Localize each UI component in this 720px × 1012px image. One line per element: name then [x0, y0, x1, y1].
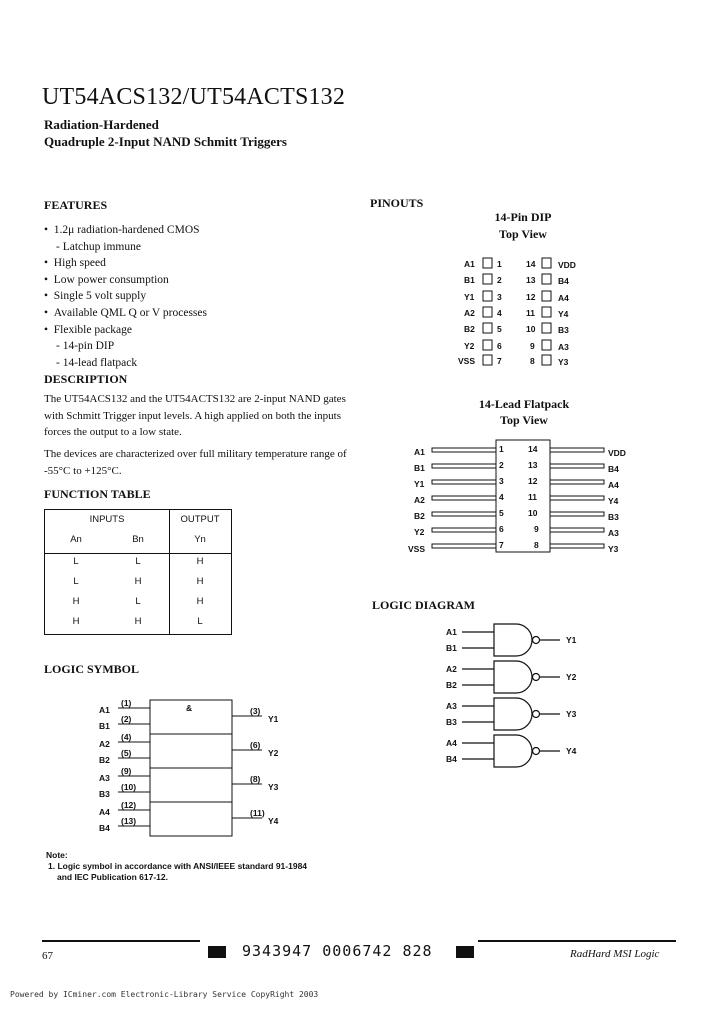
- flatpack-left-pin-number: 4: [499, 492, 504, 502]
- list-item: • Available QML Q or V processes: [44, 306, 207, 319]
- flatpack-left-pin-name: B1: [414, 463, 425, 473]
- dip-right-pin-name: Y3: [558, 357, 569, 367]
- dip-left-pin-name: B1: [464, 275, 475, 285]
- logic-symbol-input-pin: (13): [121, 816, 137, 826]
- list-item: - 14-pin DIP: [56, 340, 115, 353]
- logic-symbol-output-label: Y3: [268, 782, 279, 792]
- dip-left-pin-number: 3: [497, 292, 502, 302]
- logic-symbol-input-label: A2: [99, 739, 110, 749]
- logic-symbol-output-pin: (3): [250, 706, 261, 716]
- table-cell: H: [134, 616, 142, 627]
- dip-pinout-diagram: [450, 254, 590, 369]
- flatpack-pinout-diagram: [408, 438, 638, 560]
- table-cell: H: [72, 616, 80, 627]
- note-line: 1. Logic symbol in accordance with ANSI/IEEE standard 91-1984: [48, 861, 308, 871]
- logic-diagram-input-label: B1: [446, 643, 457, 653]
- logic-diagram-input-label: A2: [446, 664, 457, 674]
- table-cell: L: [197, 616, 203, 627]
- logic-symbol-input-label: B3: [99, 789, 110, 799]
- dip-left-pin-name: A1: [464, 259, 475, 269]
- table-divider: [45, 553, 231, 554]
- list-item: - Latchup immune: [56, 240, 141, 253]
- dip-right-pin-name: VDD: [558, 260, 576, 270]
- dip-right-pin-name: B3: [558, 325, 569, 335]
- footer-rule-left: [42, 940, 200, 942]
- powered-by-text: Powered by ICminer.com Electronic-Library Service CopyRight 2003: [10, 990, 319, 999]
- flatpack-left-pin-name: A2: [414, 495, 425, 505]
- flatpack-right-pin-name: Y4: [608, 496, 619, 506]
- flatpack-left-pin-name: Y2: [414, 527, 425, 537]
- logic-diagram-input-label: A3: [446, 701, 457, 711]
- logic-diagram-output-label: Y2: [566, 672, 577, 682]
- flatpack-right-pin-number: 12: [528, 476, 538, 486]
- logic-symbol-input-pin: (4): [121, 732, 132, 742]
- logic-symbol-input-label: B4: [99, 823, 110, 833]
- table-group-header-output: OUTPUT: [180, 514, 220, 525]
- table-cell: H: [134, 576, 142, 587]
- nand-gate-4: [462, 735, 560, 767]
- logic-symbol-output-pin: (8): [250, 774, 261, 784]
- dip-left-pin-number: 4: [497, 308, 502, 318]
- logic-diagram-input-label: B2: [446, 680, 457, 690]
- flatpack-right-pin-number: 10: [528, 508, 538, 518]
- dip-left-pin-number: 5: [497, 324, 502, 334]
- dip-right-pin-number: 14: [526, 259, 536, 269]
- logic-symbol-input-label: A1: [99, 705, 110, 715]
- logic-diagram-input-label: A4: [446, 738, 457, 748]
- logic-symbol-output-label: Y1: [268, 714, 279, 724]
- features-heading: FEATURES: [44, 198, 108, 212]
- logic-symbol-input-label: B2: [99, 755, 110, 765]
- flatpack-left-pin-number: 6: [499, 524, 504, 534]
- dip-left-pin-number: 7: [497, 356, 502, 366]
- flatpack-right-pin-name: B3: [608, 512, 619, 522]
- flatpack-view: Top View: [500, 413, 548, 427]
- barcode-block-right: [456, 946, 474, 958]
- table-cell: L: [73, 556, 79, 567]
- logic-symbol-input-pin: (12): [121, 800, 137, 810]
- logic-symbol-output-pin: (11): [250, 808, 265, 818]
- list-item: • Single 5 volt supply: [44, 290, 147, 303]
- logic-symbol-input-label: A4: [99, 807, 110, 817]
- flatpack-right-pin-number: 13: [528, 460, 538, 470]
- dip-right-pin-name: A4: [558, 293, 569, 303]
- features-list: [44, 222, 207, 371]
- nand-gate-2: [462, 661, 560, 693]
- flatpack-right-pin-name: Y3: [608, 544, 619, 554]
- subtitle-line-2: Quadruple 2-Input NAND Schmitt Triggers: [44, 134, 287, 149]
- dip-left-pin-number: 6: [497, 341, 502, 351]
- flatpack-left-pin-number: 3: [499, 476, 504, 486]
- flatpack-left-pin-number: 5: [499, 508, 504, 518]
- logic-diagram-output-label: Y3: [566, 709, 577, 719]
- dip-right-pin-name: Y4: [558, 309, 569, 319]
- dip-right-pin-number: 8: [530, 356, 535, 366]
- flatpack-left-pin-name: A1: [414, 447, 425, 457]
- logic-symbol-heading: LOGIC SYMBOL: [44, 662, 140, 676]
- flatpack-body: [496, 440, 550, 552]
- function-table-heading: FUNCTION TABLE: [44, 487, 151, 501]
- logic-symbol-output-label: Y2: [268, 748, 279, 758]
- list-item: • High speed: [44, 257, 106, 270]
- logic-symbol-input-pin: (5): [121, 748, 132, 758]
- flatpack-left-pin-name: Y1: [414, 479, 425, 489]
- logic-diagram-heading: LOGIC DIAGRAM: [372, 598, 476, 612]
- logic-symbol-input-pin: (1): [121, 698, 132, 708]
- logic-diagram-output-label: Y1: [566, 635, 577, 645]
- dip-left-pin-name: Y2: [464, 341, 475, 351]
- dip-right-pin-number: 11: [526, 308, 535, 318]
- flatpack-left-pin-number: 7: [499, 540, 504, 550]
- note-block: [46, 850, 307, 883]
- table-column-header-an: An: [70, 534, 82, 545]
- flatpack-right-pin-number: 11: [528, 492, 537, 502]
- dip-left-pin-name: Y1: [464, 292, 475, 302]
- barcode-block-left: [208, 946, 226, 958]
- flatpack-right-pin-name: A3: [608, 528, 619, 538]
- flatpack-right-pin-name: A4: [608, 480, 619, 490]
- table-group-header-inputs: INPUTS: [89, 514, 125, 525]
- footer-rule-right: [478, 940, 676, 942]
- flatpack-right-pin-name: VDD: [608, 448, 626, 458]
- table-cell: H: [196, 556, 204, 567]
- table-cell: L: [135, 556, 141, 567]
- list-item: • Low power consumption: [44, 273, 169, 286]
- table-divider: [169, 510, 170, 634]
- logic-diagram-input-label: B4: [446, 754, 457, 764]
- dip-left-pin-number: 2: [497, 275, 502, 285]
- pinouts-heading: PINOUTS: [370, 196, 424, 210]
- dip-view: Top View: [499, 227, 547, 241]
- flatpack-right-pin-number: 9: [534, 524, 539, 534]
- flatpack-left-pin-number: 1: [499, 444, 504, 454]
- flatpack-left-pin-name: B2: [414, 511, 425, 521]
- logic-diagram-input-label: B3: [446, 717, 457, 727]
- function-table: [44, 509, 232, 635]
- table-column-header-bn: Bn: [132, 534, 144, 545]
- flatpack-left-pin-name: VSS: [408, 544, 426, 554]
- table-cell: H: [196, 596, 204, 607]
- logic-symbol-input-pin: (2): [121, 714, 132, 724]
- flatpack-right-pin-number: 8: [534, 540, 539, 550]
- description-paragraph-2: The devices are characterized over full military temperature range of -55°C to +125°C.: [44, 448, 347, 477]
- dip-left-pin-name: VSS: [458, 356, 476, 366]
- logic-symbol-amp: &: [186, 703, 193, 713]
- note-heading: Note:: [46, 850, 68, 860]
- table-cell: H: [72, 596, 80, 607]
- brand-text: RadHard MSI Logic: [570, 948, 660, 960]
- list-item: • 1.2μ radiation-hardened CMOS: [44, 224, 200, 236]
- dip-title: 14-Pin DIP: [494, 210, 552, 224]
- nand-gate-1: [462, 624, 560, 656]
- logic-symbol-input-pin: (9): [121, 766, 132, 776]
- logic-symbol-input-label: A3: [99, 773, 110, 783]
- logic-symbol-output-pin: (6): [250, 740, 261, 750]
- logic-symbol-input-label: B1: [99, 721, 110, 731]
- subtitle-line-1: Radiation-Hardened: [44, 117, 159, 132]
- flatpack-left-pin-number: 2: [499, 460, 504, 470]
- dip-right-pin-name: B4: [558, 276, 569, 286]
- dip-left-pin-name: A2: [464, 308, 475, 318]
- flatpack-right-pin-name: B4: [608, 464, 619, 474]
- list-item: • Flexible package: [44, 323, 133, 336]
- list-item: - 14-lead flatpack: [56, 356, 138, 369]
- logic-diagram-output-label: Y4: [566, 746, 577, 756]
- flatpack-right-pin-number: 14: [528, 444, 538, 454]
- document-subtitle: [44, 116, 287, 150]
- dip-right-pin-number: 9: [530, 341, 535, 351]
- dip-right-pin-name: A3: [558, 342, 569, 352]
- dip-right-pin-number: 12: [526, 292, 536, 302]
- dip-left-pin-name: B2: [464, 324, 475, 334]
- logic-symbol-diagram: [90, 692, 310, 842]
- logic-diagram: [440, 620, 600, 770]
- document-title: UT54ACS132/UT54ACTS132: [42, 84, 346, 110]
- nand-gate-3: [462, 698, 560, 730]
- note-line: and IEC Publication 617-12.: [57, 872, 169, 882]
- table-cell: H: [196, 576, 204, 587]
- table-column-header-yn: Yn: [194, 534, 206, 545]
- dip-left-pin-number: 1: [497, 259, 502, 269]
- logic-symbol-input-pin: (10): [121, 782, 137, 792]
- flatpack-title: 14-Lead Flatpack: [478, 397, 570, 411]
- table-cell: L: [135, 596, 141, 607]
- page-number: 67: [42, 950, 53, 962]
- description-paragraph-1: The UT54ACS132 and the UT54ACTS132 are 2-input NAND gates with Schmitt Trigger input levels. A high applied on both the inputs forces the output to a low state.: [44, 393, 346, 438]
- logic-diagram-input-label: A1: [446, 627, 457, 637]
- logic-symbol-output-label: Y4: [268, 816, 279, 826]
- dip-right-pin-number: 10: [526, 324, 536, 334]
- table-cell: L: [73, 576, 79, 587]
- description-heading: DESCRIPTION: [44, 372, 128, 386]
- barcode-text: 9343947 0006742 828: [242, 942, 433, 960]
- dip-right-pin-number: 13: [526, 275, 536, 285]
